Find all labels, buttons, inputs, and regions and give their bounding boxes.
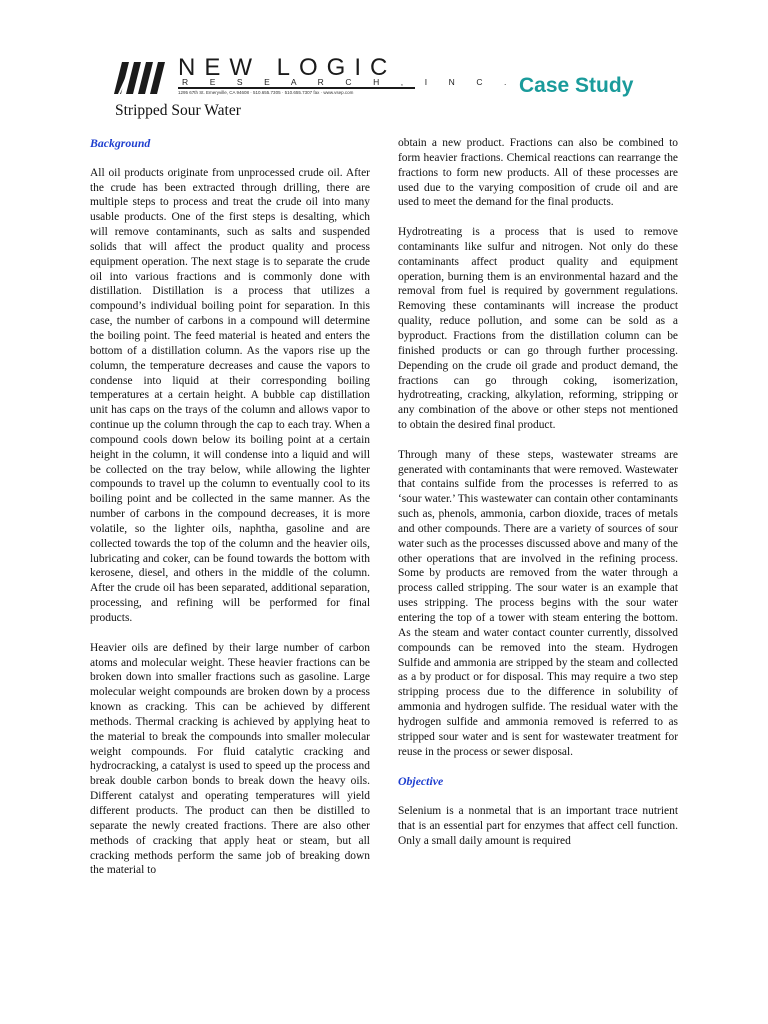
logo-wordmark: NEW LOGIC: [178, 54, 397, 81]
new-logic-logo-icon: [112, 56, 178, 96]
background-paragraph-1: All oil products originate from unprocessed crude oil. After the crude has been extracted through drilling, there are multiple steps to process and treat the crude oil into many usable products. One of the first steps is desalting, which will remove contaminants, such as salts and suspended solids that will affect the product quality and process equipment operation. The next stage is to separate the crude oil into various fractions and is commonly done with distillation. Distillation is a process that utilizes a compound’s individual boiling point for separation. In this case, the number of carbons in a compound will determine the boiling point. The feed material is heated and enters the bottom of a distillation column. As the vapors rise up the column, the temperature decreases and cause the vapors to condense into liquid at their corresponding boiling temperatures at a certain height. A bubble cap distillation unit has caps on the trays of the column and allows vapor to continue up the column through the cap to each tray. When a compound cools down below its boiling point at a certain height in the column, it will condense into a liquid and will be collected on the tray below, while allowing the lighter compounds to travel up the column to eventually cool to its boiling point and be collected in the same manner. As the number of carbons in the compound decreases, it is more volatile, so the lighter oils, naphtha, gasoline and are collected towards the top of the column and the heavier oils, lubricating and coker, can be found towards the bottom with kerosene, diesel, and others in the middle of the column. After the crude oil has been separated, additional separation, processing, and refining will be performed for final products.: [90, 166, 370, 624]
logo-address: 1295 67th St. Emeryville, CA 94608 · 510.655.7305 · 510.655.7307 fax · www.vsep.com: [178, 90, 354, 95]
letterhead: [110, 56, 650, 100]
right-paragraph-1: obtain a new product. Fractions can also be combined to form heavier fractions. Chemical reactions can rearrange the fractions to form new products. All of these processes are used due to the varying composition of crude oil and are used to meet the demand for the final products.: [398, 137, 678, 209]
right-column: [398, 136, 678, 863]
background-paragraph-2: Heavier oils are defined by their large number of carbon atoms and molecular weight. These heavier fractions can be broken down into smaller fractions such as gasoline. Large molecular weight compounds are broken down by a process known as cracking. This can be achieved by different methods. Thermal cracking is achieved by applying heat to the material to break the compounds into smaller molecular weight compounds. For fluid catalytic cracking and hydrocracking, a catalyst is used to speed up the process and break double carbon bonds to break down the heavy oils. Different catalyst and operating temperatures will yield different products. The product can then be distilled to separate the newly created fractions. There are also other methods of cracking that apply heat or steam, but all cracking methods perform the same job of breaking down the material to: [90, 641, 370, 877]
logo-subtitle: R E S E A R C H , I N C .: [182, 77, 516, 87]
objective-paragraph-1: Selenium is a nonmetal that is an important trace nutrient that is an essential part for enzymes that affect cell function. Only a small daily amount is required: [398, 804, 678, 847]
right-paragraph-3: Through many of these steps, wastewater streams are generated with contaminants that were removed. Wastewater that contains sulfide from the processes is referred to as ‘sour water.’ This wastewater can contain other contaminants such as, phenols, ammonia, carbon dioxide, traces of metals and other compounds. There are a variety of sources of sour water such as the processes discussed above and many of the other operations that are involved in the refining process. Some by products are removed from the water through a process called stripping. The sour water is an example that uses stripping. The process begins with the sour water entering the top of a tower with steam entering the bottom. As the steam and water contact counter currently, dissolved compounds can be removed into the steam. Hydrogen Sulfide and ammonia are stripped by the steam and collected as a by product or for disposal. This may require a two step stripping process due to the difference in solubility of ammonia and hydrogen sulfide. The residual water with the hydrogen sulfide and ammonia removed is referred to as stripped sour water and is sent for wastewater treatment for reuse in the process or sewer disposal.: [398, 448, 678, 758]
left-column: [90, 136, 370, 893]
objective-heading: Objective: [398, 774, 444, 789]
background-heading: Background: [90, 136, 151, 150]
case-study-label: Case Study: [519, 74, 634, 97]
right-paragraph-2: Hydrotreating is a process that is used to remove contaminants like sulfur and nitrogen. Not only do these contaminants affect product quality and equipment operation, burning them is an environmental hazard and the removal from fuel is required by government regulations. Removing these contaminants will increase the product quality, reduce pollution, and some can be sold as a byproduct. Fractions from the distillation column can be finished products or can go through further processing. Depending on the crude oil grade and product demand, the fractions can go through coking, isomerization, hydrotreating, cracking, alkylation, reforming, stripping or any combination of the above or other steps not mentioned to obtain the desired final product.: [398, 226, 678, 432]
logo-divider: [178, 87, 415, 89]
document-title: Stripped Sour Water: [115, 102, 241, 119]
